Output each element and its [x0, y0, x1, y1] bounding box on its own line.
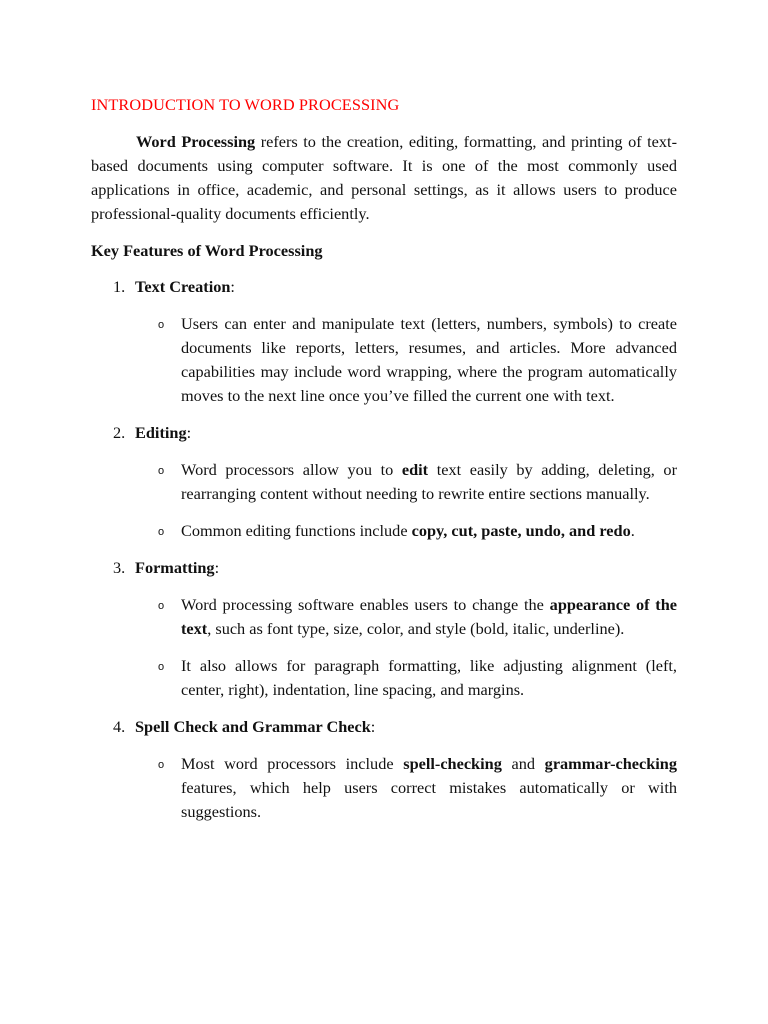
bullet-text: . — [630, 521, 635, 540]
bullet-circle-icon: o — [158, 600, 165, 612]
feature-title-suffix: : — [214, 558, 220, 577]
bullet-bold-text: spell-checking — [403, 754, 502, 773]
bullet-text: Users can enter and manipulate text (letters, numbers, symbols) to create documents like reports, letters, resumes, and articles. More advanced capabilities may include word wrapping, where the program automatically moves to the next line once you’ve filled the current one with text. — [181, 314, 677, 405]
bullet-list — [91, 593, 677, 702]
bullet-circle-icon: o — [158, 661, 165, 673]
feature-title-suffix: : — [370, 717, 376, 736]
bullet-item — [91, 752, 677, 824]
bullet-bold-text: copy, cut, paste, undo, and redo — [411, 521, 631, 540]
bullet-text: Word processors allow you to — [181, 460, 402, 479]
feature-section — [91, 421, 677, 543]
bullet-text: features, which help users correct mistakes automatically or with suggestions. — [181, 778, 677, 821]
feature-heading — [91, 275, 677, 299]
bullet-item — [91, 458, 677, 506]
bullet-text: text easily by adding, deleting, or rearranging content without needing to rewrite entire sections manually. — [181, 460, 677, 503]
bullet-text: Word processing software enables users to change the — [181, 595, 550, 614]
bullet-text: It also allows for paragraph formatting, like adjusting alignment (left, center, right), indentation, line spacing, and margins. — [181, 656, 677, 699]
intro-bold-lead: Word Processing — [136, 132, 256, 151]
feature-title: Text Creation — [135, 277, 231, 296]
features-list — [91, 275, 677, 824]
feature-title: Formatting — [135, 558, 215, 577]
document-title: INTRODUCTION TO WORD PROCESSING — [91, 95, 400, 114]
bullet-list — [91, 752, 677, 824]
bullet-circle-icon: o — [158, 465, 165, 477]
feature-title: Spell Check and Grammar Check — [135, 717, 371, 736]
feature-section — [91, 556, 677, 702]
bullet-text: and — [501, 754, 545, 773]
bullet-list — [91, 458, 677, 543]
feature-number: 2. — [113, 423, 126, 442]
feature-number: 3. — [113, 558, 126, 577]
bullet-circle-icon: o — [158, 759, 165, 771]
intro-paragraph — [91, 130, 677, 226]
feature-title-suffix: : — [230, 277, 235, 296]
feature-heading — [91, 421, 677, 445]
intro-text: refers to the creation, editing, formatting, and printing of text-based documents using computer software. It is one of the most commonly used applications in office, academic, and personal settings, as it allows users to produce professional-quality documents efficiently. — [91, 132, 677, 223]
features-heading: Key Features of Word Processing — [91, 241, 323, 260]
bullet-text: Common editing functions include — [181, 521, 412, 540]
feature-title-suffix: : — [186, 423, 192, 442]
feature-heading — [91, 715, 677, 739]
bullet-item — [91, 312, 677, 408]
bullet-circle-icon: o — [158, 526, 165, 538]
feature-section — [91, 275, 677, 408]
bullet-text: , such as font type, size, color, and style (bold, italic, underline). — [207, 619, 625, 638]
bullet-bold-text: edit — [401, 460, 429, 479]
bullet-bold-text: grammar-checking — [544, 754, 677, 773]
bullet-item — [91, 654, 677, 702]
feature-title: Editing — [135, 423, 187, 442]
feature-heading — [91, 556, 677, 580]
bullet-bold-text: appearance of the text — [181, 595, 677, 638]
feature-number: 4. — [113, 717, 126, 736]
bullet-item — [91, 519, 677, 543]
bullet-circle-icon: o — [158, 319, 165, 331]
bullet-text: Most word processors include — [181, 754, 404, 773]
bullet-list — [91, 312, 677, 408]
feature-number: 1. — [113, 277, 126, 296]
feature-section — [91, 715, 677, 824]
bullet-item — [91, 593, 677, 641]
